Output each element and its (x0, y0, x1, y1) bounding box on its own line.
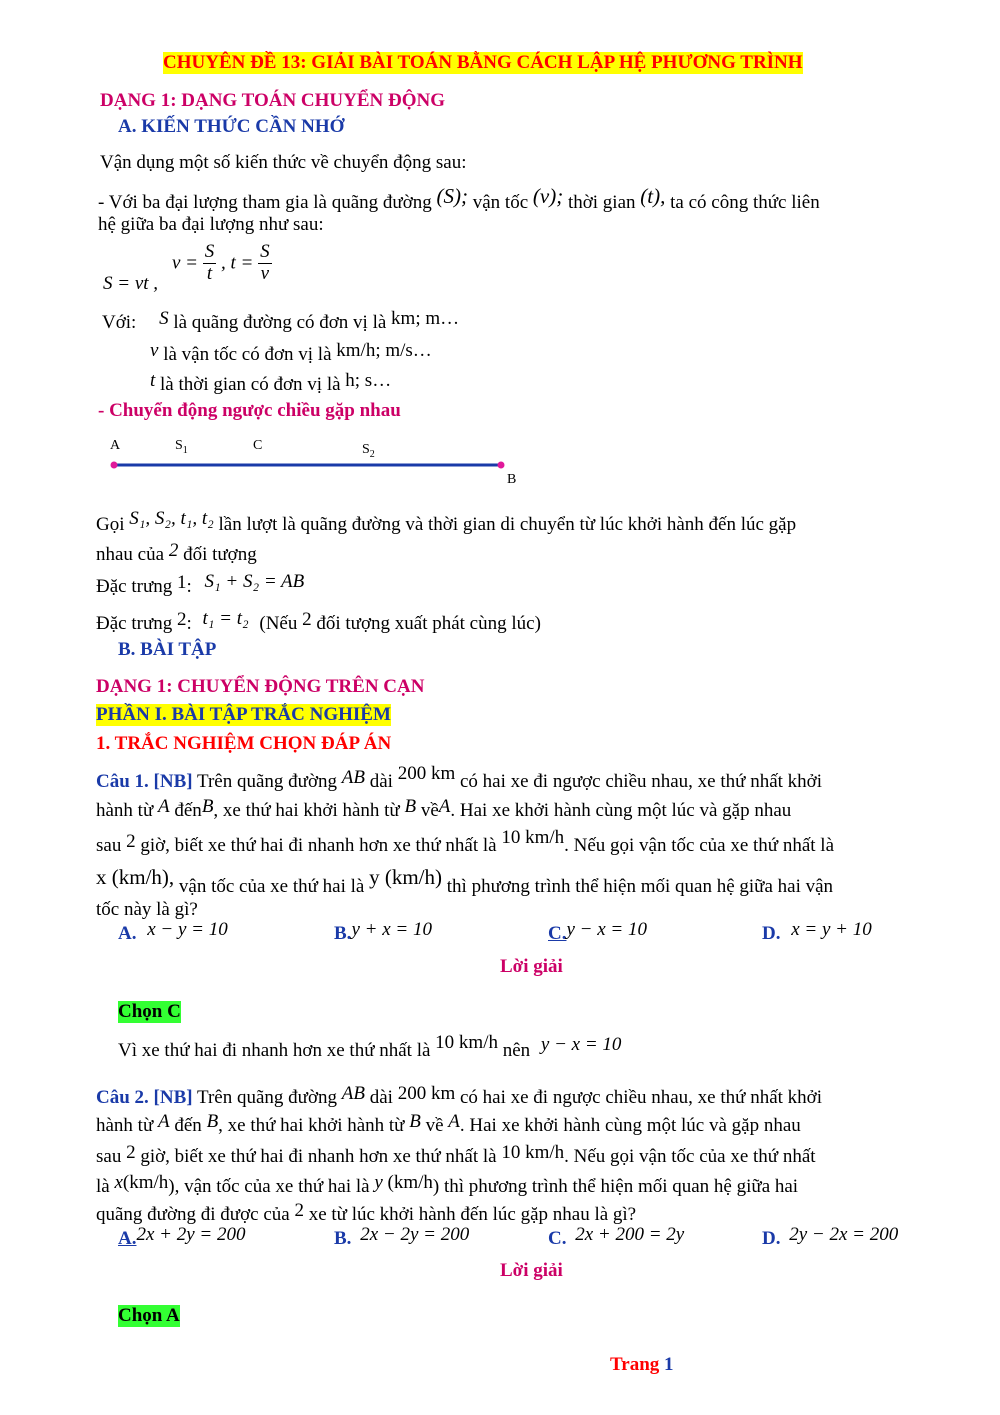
text: về (420, 800, 439, 821)
text: , xe thứ hai khởi hành từ (218, 1115, 405, 1136)
number: 2 (126, 831, 136, 852)
text: đến (174, 1115, 202, 1136)
subsection-a-heading: A. KIẾN THỨC CẦN NHỚ (118, 116, 345, 137)
segment-name: AB (341, 1083, 365, 1104)
q2-option-a[interactable] (118, 1224, 246, 1250)
option-label: B. (334, 1228, 352, 1249)
unit: (km/h (387, 1172, 433, 1193)
symbol: t (150, 370, 156, 391)
text: là (96, 1176, 110, 1197)
q1-option-a[interactable] (118, 919, 228, 945)
fraction-s-over-t (203, 242, 217, 285)
text: hành từ (96, 1115, 154, 1136)
text: hành từ (96, 800, 154, 821)
unit: (km/h (122, 1172, 169, 1193)
subsection-b-heading: B. BÀI TẬP (118, 639, 217, 660)
distance: 200 km (397, 763, 456, 784)
definition-v (150, 340, 432, 366)
distance: 200 km (397, 1083, 456, 1104)
definition-t (150, 370, 392, 396)
q2-line-2 (96, 1111, 801, 1137)
text: vận tốc của xe thứ hai là (178, 876, 365, 897)
point: A (438, 796, 451, 817)
definition-s (102, 308, 460, 334)
option-text: x − y = 10 (147, 919, 228, 940)
q2-option-c[interactable] (548, 1224, 685, 1250)
number: 1 (177, 572, 187, 593)
part-1-heading: PHẦN I. BÀI TẬP TRẮC NGHIỆM (96, 704, 391, 725)
option-text: 2y − 2x = 200 (789, 1224, 899, 1245)
numerator: S (260, 241, 270, 262)
text: (Nếu (259, 613, 298, 634)
equation: y − x = 10 (540, 1034, 622, 1055)
page-footer (610, 1354, 674, 1376)
text: . Nếu gọi vận tốc của xe thứ nhất (564, 1146, 816, 1167)
text: nhau của (96, 544, 165, 565)
text: Đặc trưng (96, 576, 173, 597)
point: B (404, 796, 417, 817)
text: , t = (221, 252, 254, 274)
page-label: Trang (610, 1354, 660, 1375)
text: xe từ lúc khởi hành đến lúc gặp nhau là gì? (308, 1204, 637, 1225)
text: - Với ba đại lượng tham gia là quãng đường (98, 192, 432, 213)
text: nên (502, 1040, 531, 1061)
question-label: Câu 2. [NB] (96, 1087, 193, 1108)
text: có hai xe đi ngược chiều nhau, xe thứ nhất khởi (459, 1087, 822, 1108)
text: dài (369, 771, 393, 792)
label-a: A (110, 438, 121, 453)
symbols: S₁, S₂, t₁, t₂ (129, 508, 214, 529)
text: quãng đường đi được của (96, 1204, 290, 1225)
text: dài (369, 1087, 393, 1108)
formula-s-vt: S = vt , (103, 273, 159, 294)
text: là quãng đường có đơn vị là (173, 312, 387, 333)
text: v = (172, 252, 199, 274)
number: 2 (294, 1200, 304, 1221)
text: Với: (102, 312, 137, 333)
variable-x: x (km/h), (96, 865, 175, 889)
point: B (409, 1111, 421, 1132)
q2-line-5 (96, 1200, 637, 1226)
text: đối tượng (183, 544, 257, 565)
subscript: 2 (369, 448, 375, 460)
option-label: A. (118, 923, 137, 944)
text: thời gian (567, 192, 636, 213)
formula-intro-line-2: hệ giữa ba đại lượng như sau: (98, 214, 324, 235)
q2-option-d[interactable] (762, 1224, 899, 1250)
q1-line-2 (96, 796, 792, 822)
option-label: C. (548, 923, 567, 944)
segment-diagram (100, 432, 530, 494)
variable-y: y (374, 1172, 383, 1193)
number: 2 (302, 609, 312, 630)
segment-name: AB (341, 767, 365, 788)
text: lần lượt là quãng đường và thời gian di chuyển từ lúc khởi hành đến lúc gặp (218, 514, 797, 535)
variable-y: y (km/h) (369, 865, 443, 889)
feature-1: Đặc trưng 1: S₁ + S₂ = AB (96, 571, 305, 597)
q1-explanation (118, 1032, 622, 1062)
number: 2 (168, 540, 179, 561)
text: đến (174, 800, 202, 821)
option-text: 2x − 2y = 200 (360, 1224, 470, 1245)
point: B (201, 796, 214, 817)
q2-line-1 (96, 1083, 822, 1109)
formula-intro-line (98, 184, 820, 214)
option-label: B. (334, 923, 352, 944)
point-b (498, 462, 505, 469)
symbol: v (150, 340, 159, 361)
denominator: v (260, 262, 270, 284)
text: Trên quãng đường (197, 1087, 337, 1108)
text: . Hai xe khởi hành cùng một lúc và gặp nhau (450, 800, 792, 821)
speed: 10 km/h (435, 1032, 498, 1053)
symbol: S (159, 308, 169, 329)
text: S (175, 438, 183, 453)
text: Vì xe thứ hai đi nhanh hơn xe thứ nhất là (118, 1040, 431, 1061)
q1-line-3 (96, 827, 835, 857)
option-text: y − x = 10 (566, 919, 647, 940)
text: về (425, 1115, 444, 1136)
point: A (158, 1111, 170, 1132)
document-title: CHUYÊN ĐỀ 13: GIẢI BÀI TOÁN BẰNG CÁCH LẬP HỆ PHƯƠNG TRÌNH (163, 52, 803, 73)
q2-option-b[interactable] (334, 1224, 470, 1250)
goi-line-1 (96, 508, 956, 536)
label-c: C (253, 438, 263, 453)
point: B (206, 1111, 219, 1132)
q1-line-5: tốc này là gì? (96, 899, 198, 920)
section-heading: DẠNG 1: DẠNG TOÁN CHUYỂN ĐỘNG (100, 90, 446, 111)
text: có hai xe đi ngược chiều nhau, xe thứ nhất khởi (459, 771, 822, 792)
subscript: 1 (182, 444, 188, 456)
text: . Hai xe khởi hành cùng một lúc và gặp nhau (459, 1115, 801, 1136)
numerator: S (204, 241, 215, 262)
formula: t₁ = t₂ (202, 608, 249, 629)
q2-line-4 (96, 1172, 799, 1198)
label-b: B (507, 472, 517, 487)
text: ) thì phương trình thể hiện mối quan hệ giữa hai (432, 1176, 799, 1197)
text: thì phương trình thể hiện mối quan hệ giữa hai vận (446, 876, 834, 897)
multiple-choice-heading: 1. TRẮC NGHIỆM CHỌN ĐÁP ÁN (96, 733, 392, 754)
q2-line-3 (96, 1142, 816, 1168)
question-label: Câu 1. [NB] (96, 771, 193, 792)
q2-choice: Chọn A (118, 1305, 180, 1326)
option-text: x = y + 10 (791, 919, 872, 940)
variable-x: x (114, 1172, 123, 1193)
q1-option-c[interactable] (548, 919, 647, 945)
label-s2 (362, 442, 375, 460)
symbol-S: (S); (436, 184, 468, 208)
number: 2 (126, 1142, 136, 1163)
q1-option-b[interactable] (334, 919, 432, 945)
symbol-v: (v); (532, 184, 564, 208)
speed: 10 km/h (501, 827, 565, 848)
point-a (111, 462, 118, 469)
text: sau (96, 835, 122, 856)
text: là vận tốc có đơn vị là (163, 344, 332, 365)
q1-line-4 (96, 865, 834, 898)
denominator: t (206, 262, 213, 284)
section-2-heading: DẠNG 1: CHUYỂN ĐỘNG TRÊN CẠN (96, 676, 425, 697)
option-label: C. (548, 1228, 567, 1249)
unit: h; s… (345, 370, 392, 391)
text: ta có công thức liên (670, 192, 820, 213)
feature-2: Đặc trưng 2: t₁ = t₂ (Nếu 2 đối tượng xuất phát cùng lúc) (96, 608, 541, 634)
unit: km/h; m/s… (336, 340, 432, 361)
text: . Nếu gọi vận tốc của xe thứ nhất là (564, 835, 835, 856)
text: đối tượng xuất phát cùng lúc) (316, 613, 541, 634)
goi-line-2 (96, 540, 257, 566)
option-label: D. (762, 1228, 781, 1249)
option-text: 2x + 2y = 200 (136, 1224, 246, 1245)
label-s1 (175, 438, 188, 456)
option-text: 2x + 200 = 2y (575, 1224, 685, 1245)
intro-text: Vận dụng một số kiến thức về chuyển động sau: (100, 152, 467, 173)
q1-choice: Chọn C (118, 1001, 181, 1022)
text: là thời gian có đơn vị là (160, 374, 341, 395)
text: vận tốc (472, 192, 529, 213)
text: Gọi (96, 514, 125, 535)
text: sau (96, 1146, 122, 1167)
symbol-t: (t), (640, 184, 666, 208)
formula-fractions (172, 242, 272, 285)
speed: 10 km/h (501, 1142, 565, 1163)
option-label: A. (118, 1228, 137, 1249)
option-text: y + x = 10 (351, 919, 432, 940)
q1-option-d[interactable] (762, 919, 872, 945)
q1-line-1 (96, 763, 822, 793)
number: 2 (177, 609, 187, 630)
unit: km; m… (391, 308, 460, 329)
q1-solution-label: Lời giải (500, 956, 563, 977)
text: S (362, 442, 370, 457)
motion-heading: - Chuyển động ngược chiều gặp nhau (98, 400, 401, 421)
option-label: D. (762, 923, 781, 944)
point: A (158, 796, 170, 817)
fraction-s-over-v (258, 242, 272, 285)
text: , xe thứ hai khởi hành từ (213, 800, 400, 821)
point: A (448, 1111, 460, 1132)
text: Trên quãng đường (197, 771, 337, 792)
page-number: 1 (664, 1354, 674, 1375)
q2-solution-label: Lời giải (500, 1260, 563, 1281)
formula: S₁ + S₂ = AB (204, 571, 305, 592)
text: Đặc trưng (96, 613, 173, 634)
text: ), vận tốc của xe thứ hai là (168, 1176, 370, 1197)
text: giờ, biết xe thứ hai đi nhanh hơn xe thứ nhất là (140, 835, 497, 856)
text: giờ, biết xe thứ hai đi nhanh hơn xe thứ nhất là (140, 1146, 497, 1167)
